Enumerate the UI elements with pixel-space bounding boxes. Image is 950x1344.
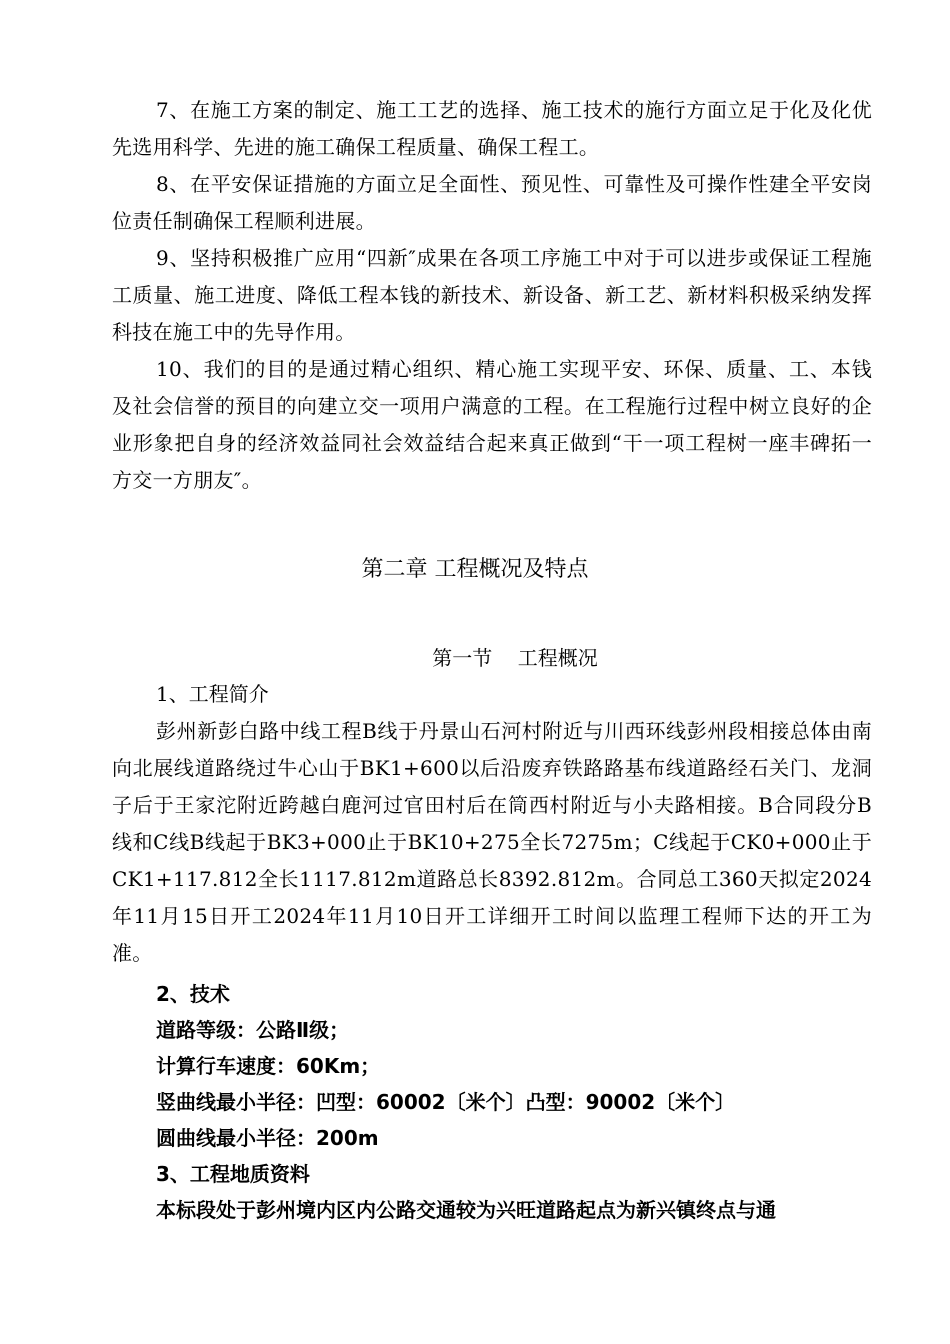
intro-heading: 1、工程简介: [156, 682, 269, 706]
tech-item-circular-curve: 圆曲线最小半径：200m: [156, 1126, 379, 1150]
tech-item-road-grade: 道路等级：公路Ⅱ级；: [156, 1018, 350, 1042]
paragraph-10: 10、我们的目的是通过精心组织、精心施工实现平安、环保、质量、工、本钱及社会信誉的预目的向建立交一项用户满意的工程。在工程施行过程中树立良好的企业形象把自身的经济效益同社会效益结合起来真正做到“干一项工程树一座丰碑拓一方交一方朋友″。: [112, 357, 872, 492]
chapter-title: 第二章 工程概况及特点: [361, 557, 589, 582]
section-title: 第一节 工程概况: [432, 646, 598, 670]
tech-item-vertical-curve: 竖曲线最小半径：凹型：60002〔米个〕凸型：90002〔米个〕: [156, 1090, 736, 1114]
geo-paragraph: 本标段处于彭州境内区内公路交通较为兴旺道路起点为新兴镇终点与通: [156, 1198, 776, 1222]
tech-item-speed: 计算行车速度：60Km；: [156, 1054, 381, 1078]
paragraph-7: 7、在施工方案的制定、施工工艺的选择、施工技术的施行方面立足于化及化优先选用科学、先进的施工确保工程质量、确保工程工。: [112, 98, 872, 159]
paragraph-8: 8、在平安保证措施的方面立足全面性、预见性、可靠性及可操作性建全平安岗位责任制确保工程顺利进展。: [112, 172, 872, 233]
geo-heading: 3、工程地质资料: [156, 1162, 310, 1186]
intro-paragraph: 彭州新彭白路中线工程B线于丹景山石河村附近与川西环线彭州段相接总体由南向北展线道路绕过牛心山于BK1+600以后沿废弃铁路路基布线道路经石关门、龙洞子后于王家沱附近跨越白鹿河过官田村后在筒西村附近与小夫路相接。B合同段分B线和C线B线起于BK3+000止于BK10+275全长7275m；C线起于CK0+000止于CK1+117.812全长1117.812m道路总长8392.812m。合同总工360天拟定2024年11月15日开工2024年11月10日开工详细开工时间以监理工程师下达的开工为准。: [112, 719, 872, 965]
paragraph-9: 9、坚持积极推广应用“四新″成果在各项工序施工中对于可以进步或保证工程施工质量、施工进度、降低工程本钱的新技术、新设备、新工艺、新材料积极采纳发挥科技在施工中的先导作用。: [112, 246, 872, 344]
tech-heading: 2、技术: [156, 982, 230, 1006]
